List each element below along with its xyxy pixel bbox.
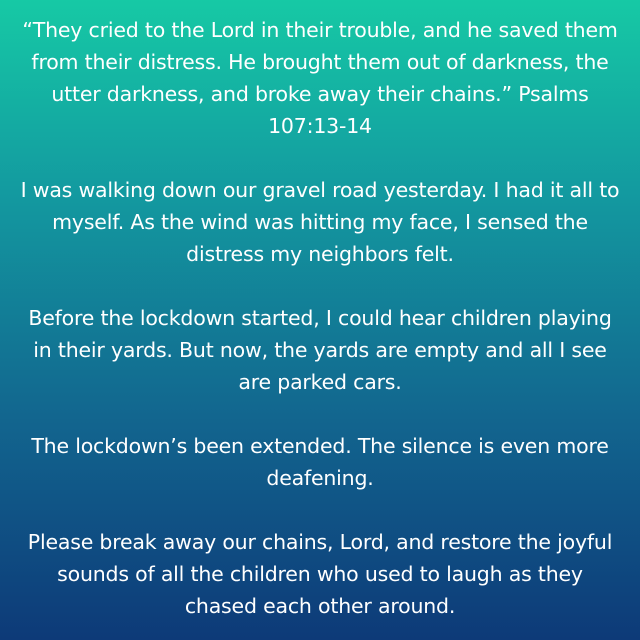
prayer-paragraph: Please break away our chains, Lord, and restore the joyful sounds of all the children who used to laugh as they chased each other around. <box>27 530 613 618</box>
reflection-paragraph-walk: I was walking down our gravel road yesterday. I had it all to myself. As the wind was hitting my face, I sensed the distress my neighbors felt. <box>20 178 620 266</box>
reflection-paragraph-silence: The lockdown’s been extended. The silence is even more deafening. <box>31 434 609 490</box>
scripture-quote: “They cried to the Lord in their trouble, and he saved them from their distress. He brought them out of darkness, the utter darkness, and broke away their chains.” Psalms 107:13-14 <box>22 18 618 138</box>
reflection-paragraph-lockdown: Before the lockdown started, I could hear children playing in their yards. But now, the yards are empty and all I see are parked cars. <box>28 306 612 394</box>
